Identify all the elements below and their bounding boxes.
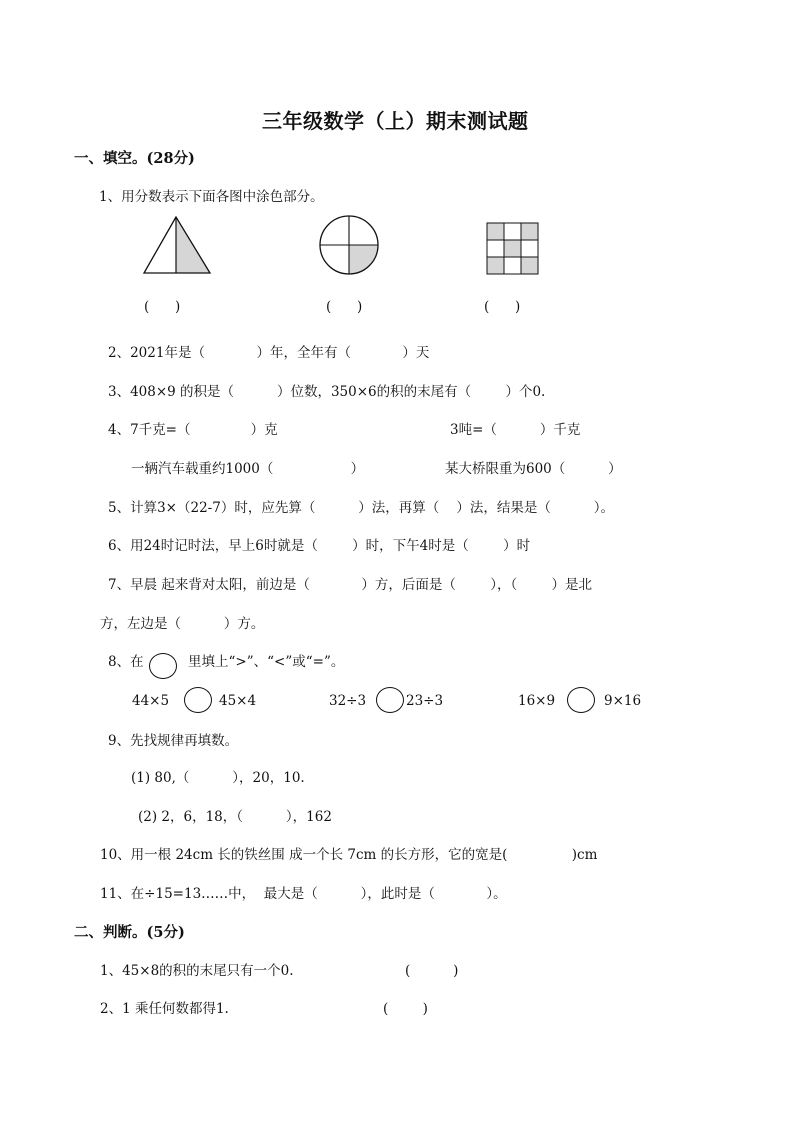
question-4a[interactable]: 4、7千克=（ ）克 [108,422,278,438]
question-9b[interactable]: (2) 2，6，18，（ ），162 [138,809,332,825]
question-4d[interactable]: 某大桥限重为600（ ） [445,461,622,477]
question-4c[interactable]: 一辆汽车载重约1000（ ） [131,461,365,477]
judge-item-2: 2、1 乘任何数都得1. [100,1001,229,1017]
compare-left-2: 32÷3 [329,693,367,709]
answer-blank-triangle[interactable]: ( ) [144,299,181,315]
question-7-line2[interactable]: 方，左边是（ ）方。 [100,616,265,632]
section-heading-judge: 二、判断。(5分) [74,924,185,941]
compare-circle-3[interactable] [567,687,595,713]
compare-right-2: 23÷3 [406,693,444,709]
question-8-suffix: 里填上“>”、“<”或“=”。 [188,654,345,670]
question-8-prefix: 8、在 [108,654,144,670]
judge-answer-1[interactable]: ( ) [405,963,459,979]
judge-answer-2[interactable]: ( ) [383,1001,428,1017]
compare-circle-1[interactable] [184,687,212,713]
compare-left-3: 16×9 [518,693,556,709]
question-1-text: 1、用分数表示下面各图中涂色部分。 [99,189,324,205]
judge-item-1: 1、45×8的积的末尾只有一个0. [100,963,294,979]
question-9-text: 9、先找规律再填数。 [108,733,239,749]
question-9a[interactable]: (1) 80,（ ），20，10. [131,770,305,786]
grid-figure [485,221,540,276]
question-6[interactable]: 6、用24时记时法，早上6时就是（ ）时，下午4时是（ ）时 [108,538,531,554]
circle-figure [318,214,380,276]
question-7-line1[interactable]: 7、早晨 起来背对太阳，前边是（ ）方，后面是（ ），（ ）是北 [108,577,593,593]
question-4b[interactable]: 3吨=（ ）千克 [450,422,581,438]
triangle-figure [140,213,214,277]
answer-blank-grid[interactable]: ( ) [484,299,521,315]
compare-right-1: 45×4 [219,693,257,709]
question-5[interactable]: 5、计算3×（22-7）时，应先算（ ）法，再算（ ）法，结果是（ ）。 [108,500,615,516]
question-2[interactable]: 2、2021年是（ ）年，全年有（ ）天 [108,345,430,361]
compare-left-1: 44×5 [132,693,170,709]
compare-circle-2[interactable] [376,687,404,713]
question-11[interactable]: 11、在÷15=13……中， 最大是（ ），此时是（ ）。 [100,886,507,902]
question-3[interactable]: 3、408×9 的积是（ ）位数，350×6的积的末尾有（ ）个0. [108,384,546,400]
section-heading-fill-blank: 一、填空。(28分) [74,150,195,167]
page-title: 三年级数学（上）期末测试题 [262,109,529,133]
compare-circle-example [149,653,177,679]
compare-right-3: 9×16 [604,693,642,709]
answer-blank-circle[interactable]: ( ) [326,299,363,315]
question-10[interactable]: 10、用一根 24cm 长的铁丝围 成一个长 7cm 的长方形，它的宽是( )cm [100,847,598,863]
